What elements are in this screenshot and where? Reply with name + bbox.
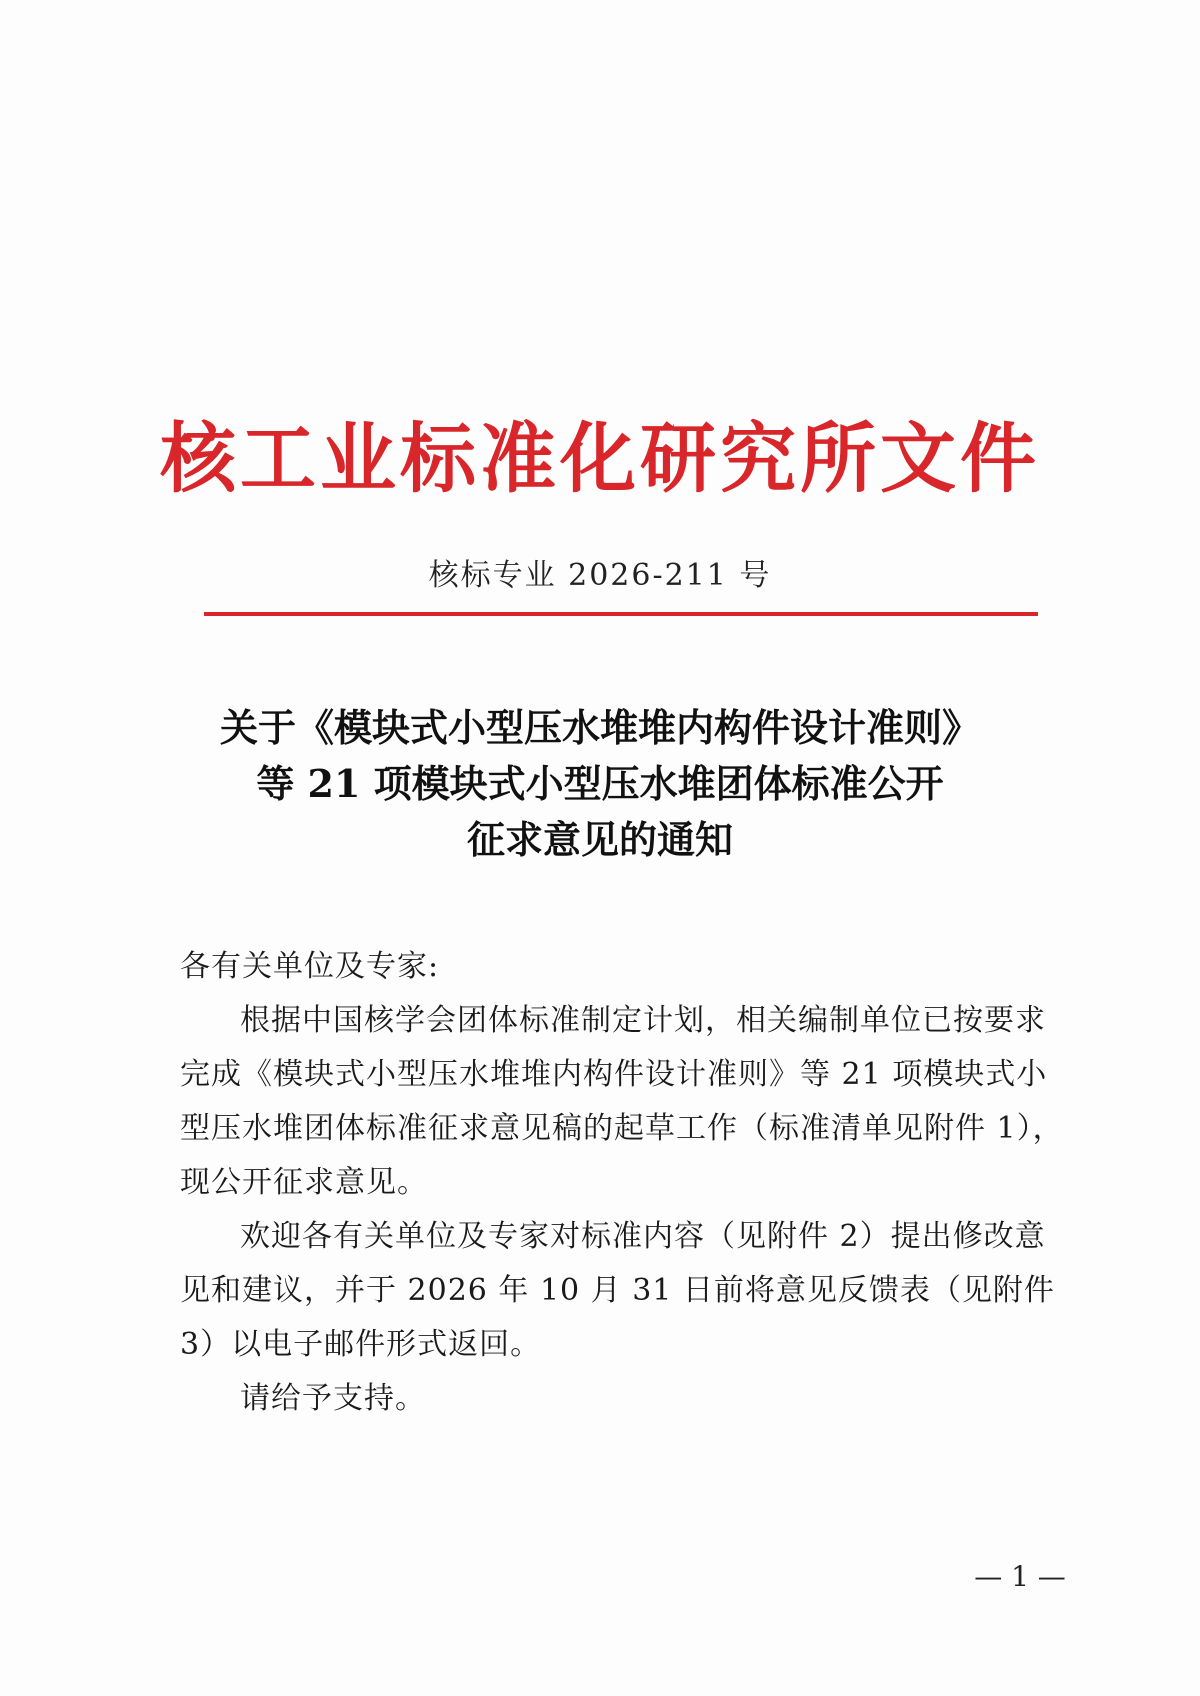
red-divider-line	[204, 612, 1038, 616]
salutation: 各有关单位及专家:	[180, 949, 440, 984]
document-number: 核标专业 2026-211 号	[428, 558, 772, 593]
notice-title	[0, 700, 1200, 868]
page-number: — 1 —	[974, 1560, 1066, 1593]
paragraph-2: 欢迎各有关单位及专家对标准内容（见附件 2）提出修改意见和建议，并于 2026 年 10 月 31 日前将意见反馈表（见附件 3）以电子邮件形式返回。	[180, 1219, 1055, 1362]
notice-body	[180, 940, 1070, 1426]
paragraph-1: 根据中国核学会团体标准制定计划，相关编制单位已按要求完成《模块式小型压水堆堆内构件设计准则》等 21 项模块式小型压水堆团体标准征求意见稿的起草工作（标准清单见附件 1），现公开征求意见。	[180, 1003, 1064, 1200]
notice-title-line-2: 等 21 项模块式小型压水堆团体标准公开	[256, 761, 944, 806]
notice-title-line-1: 关于《模块式小型压水堆堆内构件设计准则》	[219, 705, 980, 750]
issuer-header-title: 核工业标准化研究所文件	[160, 414, 1040, 503]
paragraph-3: 请给予支持。	[240, 1381, 426, 1416]
notice-title-line-3: 征求意见的通知	[466, 817, 733, 862]
